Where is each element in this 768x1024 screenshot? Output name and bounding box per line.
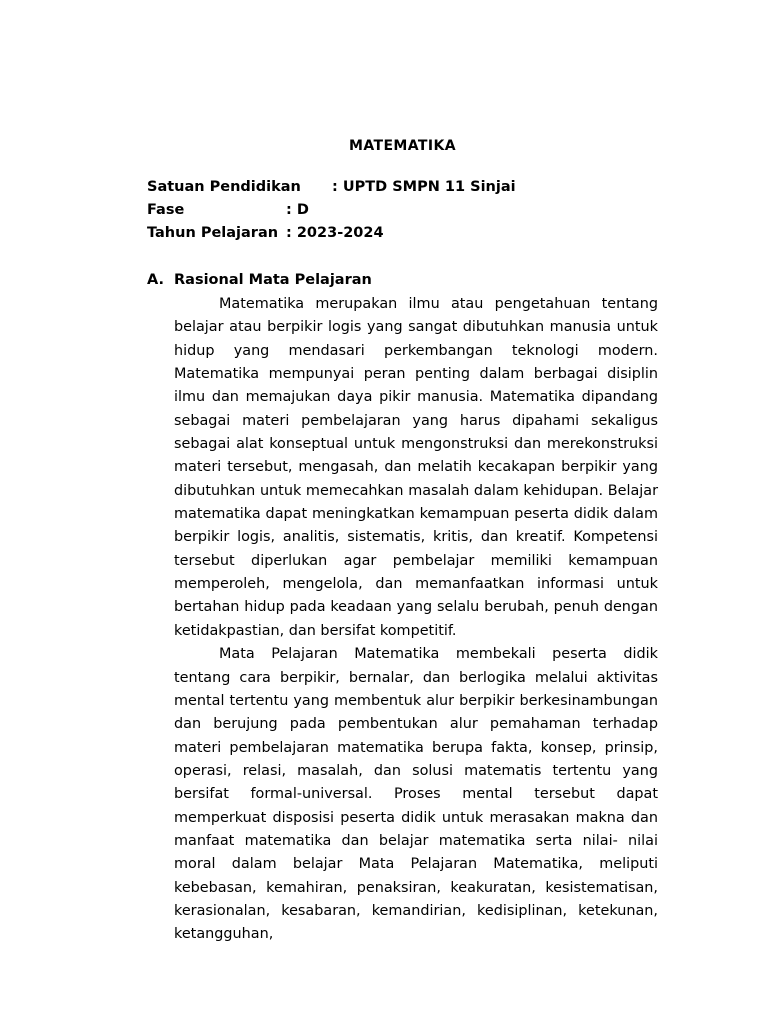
section-body	[174, 293, 658, 947]
satuan-value: : UPTD SMPN 11 Sinjai	[332, 179, 516, 195]
paragraph: Matematika merupakan ilmu atau pengetahuan tentang belajar atau berpikir logis yang sangat dibutuhkan manusia untuk hidup yang mendasari perkembangan teknologi modern. Matematika mempunyai peran penting dalam berbagai disiplin ilmu dan memajukan daya pikir manusia. Matematika dipandang sebagai materi pembelajaran yang harus dipahami sekaligus sebagai alat konseptual untuk mengonstruksi dan merekonstruksi materi tersebut, mengasah, dan melatih kecakapan berpikir yang dibutuhkan untuk memecahkan masalah dalam kehidupan. Belajar matematika dapat meningkatkan kemampuan peserta didik dalam berpikir logis, analitis, sistematis, kritis, dan kreatif. Kompetensi tersebut diperlukan agar pembelajar memiliki kemampuan memperoleh, mengelola, dan memanfaatkan informasi untuk bertahan hidup pada keadaan yang selalu berubah, penuh dengan ketidakpastian, dan bersifat kompetitif.	[174, 296, 658, 639]
tahun-label: Tahun Pelajaran	[147, 225, 279, 241]
paragraph: Mata Pelajaran Matematika membekali peserta didik tentang cara berpikir, bernalar, dan berlogika melalui aktivitas mental tertentu yang membentuk alur berpikir berkesinambungan dan berujung pada pembentukan alur pemahaman terhadap materi pembelajaran matematika berupa fakta, konsep, prinsip, operasi, relasi, masalah, dan solusi matematis tertentu yang bersifat formal-universal. Proses mental tersebut dapat memperkuat disposisi peserta didik untuk merasakan makna dan manfaat matematika dan belajar matematika serta nilai- nilai moral dalam belajar Mata Pelajaran Matematika, meliputi kebebasan, kemahiran, penaksiran, keakuratan, kesistematisan, kerasionalan, kesabaran, kemandirian, kedisiplinan, ketekunan, ketangguhan,	[174, 646, 658, 943]
fase-label: Fase	[147, 202, 185, 218]
tahun-value: : 2023-2024	[286, 225, 384, 241]
fase-value: : D	[286, 202, 309, 218]
satuan-label: Satuan Pendidikan	[147, 179, 301, 195]
section-title: Rasional Mata Pelajaran	[174, 272, 372, 288]
section-letter: A.	[147, 272, 164, 288]
document-title: MATEMATIKA	[349, 138, 456, 154]
